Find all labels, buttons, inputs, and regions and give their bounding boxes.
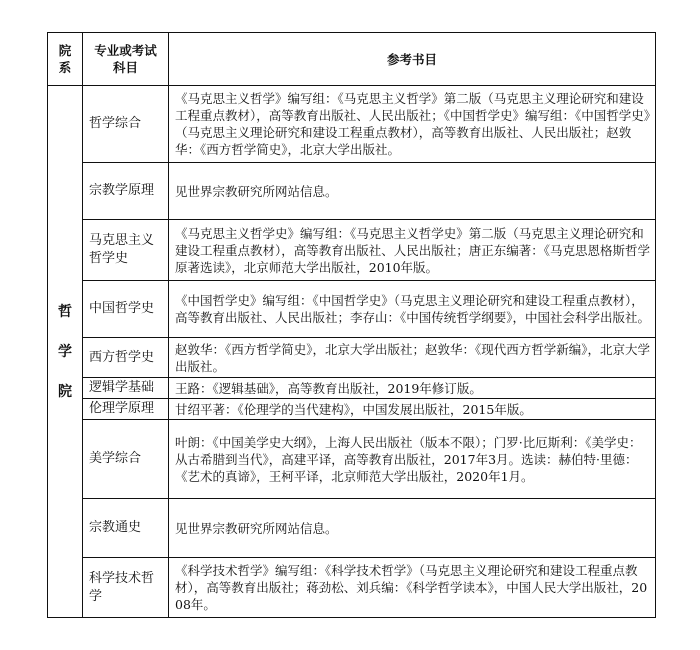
header-reference-books: 参考书目 — [169, 33, 656, 86]
table-row — [48, 399, 656, 420]
subject-cell: 中国哲学史 — [83, 281, 169, 338]
books-cell: 王路：《逻辑基础》，高等教育出版社，2019年修订版。 — [169, 378, 656, 399]
books-cell: 见世界宗教研究所网站信息。 — [169, 499, 656, 558]
books-cell: 叶朗：《中国美学史大纲》，上海人民出版社（版本不限）；门罗·比厄斯利：《美学史：从古希腊到当代》，高建平译，高等教育出版社，2017年3月。选读：赫伯特·里德：《艺术的真谛》，王柯平译，北京师范大学出版社，2020年1月。 — [169, 420, 656, 499]
table-row — [48, 163, 656, 220]
table-row — [48, 378, 656, 399]
subject-cell: 西方哲学史 — [83, 338, 169, 378]
table-row — [48, 220, 656, 281]
subject-cell: 哲学综合 — [83, 86, 169, 163]
table-row — [48, 86, 656, 163]
books-cell: 《科学技术哲学》编写组：《科学技术哲学》（马克思主义理论研究和建设工程重点教材），高等教育出版社；蒋劲松、刘兵编：《科学哲学读本》，中国人民大学出版社，2008年。 — [169, 558, 656, 618]
table-row — [48, 558, 656, 618]
books-cell: 见世界宗教研究所网站信息。 — [169, 163, 656, 220]
books-cell: 甘绍平著：《伦理学的当代建构》，中国发展出版社，2015年版。 — [169, 399, 656, 420]
reference-books-table — [47, 32, 656, 618]
books-cell: 《马克思主义哲学史》编写组：《马克思主义哲学史》第二版（马克思主义理论研究和建设工程重点教材），高等教育出版社、人民出版社；唐正东编著：《马克思恩格斯哲学原著选读》，北京师范大学出版社，2010年版。 — [169, 220, 656, 281]
table-row — [48, 420, 656, 499]
table-row — [48, 338, 656, 378]
books-cell: 《马克思主义哲学》编写组：《马克思主义哲学》第二版（马克思主义理论研究和建设工程重点教材），高等教育出版社、人民出版社；《中国哲学史》编写组：《中国哲学史》（马克思主义理论研究和建设工程重点教材），高等教育出版社、人民出版社；赵敦华：《西方哲学简史》，北京大学出版社。 — [169, 86, 656, 163]
header-department: 院系 — [48, 33, 83, 86]
table-row — [48, 281, 656, 338]
department-cell — [48, 86, 83, 618]
subject-cell: 科学技术哲学 — [83, 558, 169, 618]
subject-cell: 宗教通史 — [83, 499, 169, 558]
header-subject: 专业或考试科目 — [83, 33, 169, 86]
subject-cell: 逻辑学基础 — [83, 378, 169, 399]
department-name: 哲学院 — [58, 303, 72, 400]
subject-cell: 宗教学原理 — [83, 163, 169, 220]
subject-cell: 伦理学原理 — [83, 399, 169, 420]
subject-cell: 美学综合 — [83, 420, 169, 499]
table-header-row — [48, 33, 656, 86]
subject-cell: 马克思主义哲学史 — [83, 220, 169, 281]
books-cell: 《中国哲学史》编写组：《中国哲学史》（马克思主义理论研究和建设工程重点教材），高等教育出版社、人民出版社；李存山：《中国传统哲学纲要》，中国社会科学出版社。 — [169, 281, 656, 338]
table-row — [48, 499, 656, 558]
books-cell: 赵敦华：《西方哲学简史》，北京大学出版社；赵敦华：《现代西方哲学新编》，北京大学出版社。 — [169, 338, 656, 378]
